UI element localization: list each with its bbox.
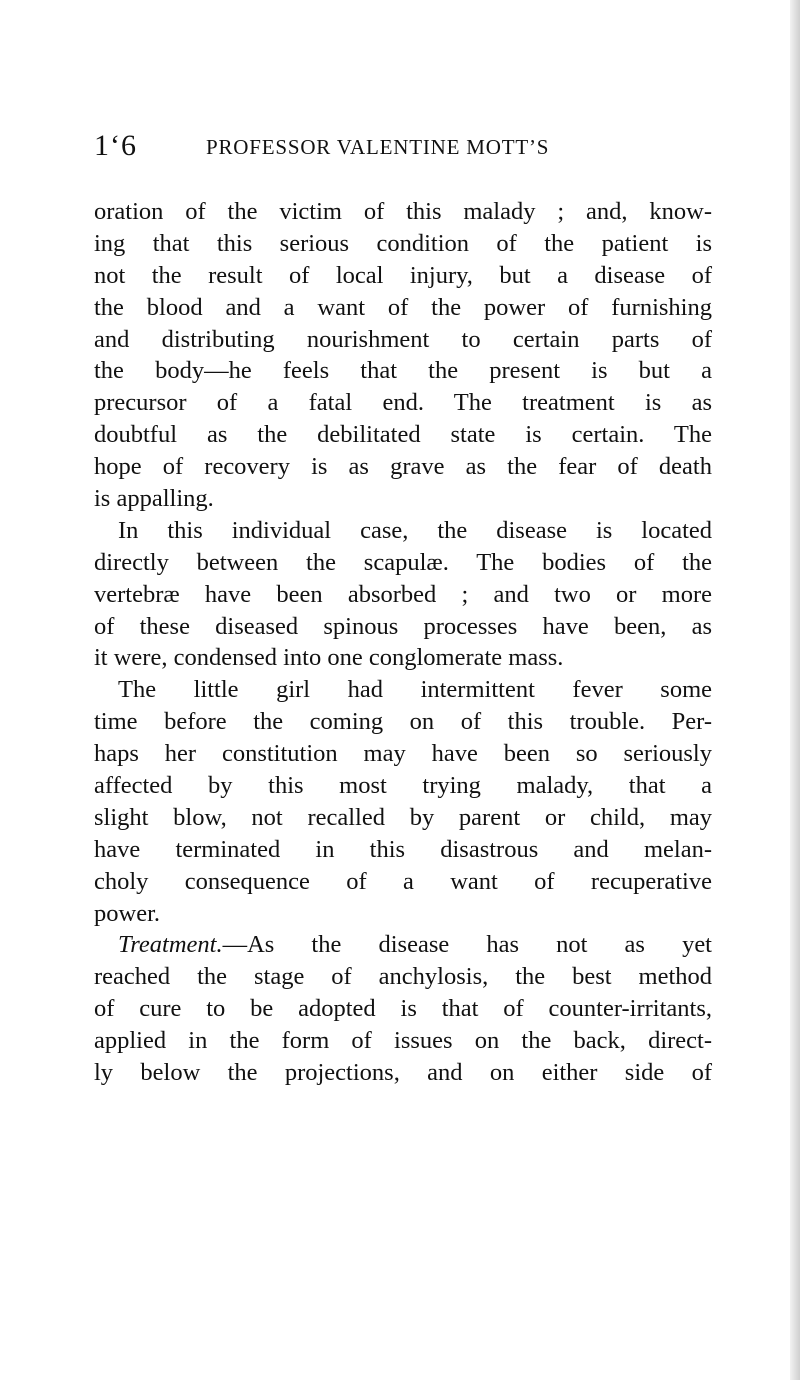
treatment-first-line-text: —As the disease has not as yet	[222, 931, 712, 959]
text-line: of cure to be adopted is that of counter-irritants,	[94, 995, 712, 1023]
text-line: directly between the scapulæ. The bodies of the	[94, 548, 712, 576]
text-line: haps her constitution may have been so seriously	[94, 740, 712, 768]
text-line: have terminated in this disastrous and melan-	[94, 835, 712, 863]
text-line: power.	[94, 899, 160, 927]
body-text	[94, 196, 712, 1089]
page-edge-shadow	[790, 0, 800, 1380]
text-line: slight blow, not recalled by parent or child, may	[94, 803, 712, 831]
page-number: 1‘6	[94, 129, 137, 162]
treatment-first-line	[94, 929, 712, 961]
text-line: choly consequence of a want of recuperative	[94, 867, 712, 895]
text-line: precursor of a fatal end. The treatment is as	[94, 389, 712, 417]
text-line: ly below the projections, and on either side of	[94, 1059, 712, 1087]
text-line: of these diseased spinous processes have been, as	[94, 612, 712, 640]
treatment-heading: Treatment.	[118, 931, 223, 959]
text-line: it were, condensed into one conglomerate mass.	[94, 644, 564, 672]
text-line: the body—he feels that the present is but a	[94, 357, 712, 385]
text-line: the blood and a want of the power of furnishing	[94, 293, 712, 321]
text-line: doubtful as the debilitated state is certain. The	[94, 421, 712, 449]
running-head: PROFESSOR VALENTINE MOTT’S	[206, 135, 550, 159]
text-line: and distributing nourishment to certain parts of	[94, 325, 712, 353]
text-line: affected by this most trying malady, that a	[94, 772, 712, 800]
paragraph-first-line: In this individual case, the disease is located	[118, 516, 712, 544]
text-line: oration of the victim of this malady ; and, know-	[94, 198, 712, 225]
text-line: not the result of local injury, but a disease of	[94, 261, 712, 289]
page-header	[94, 126, 734, 166]
text-line: hope of recovery is as grave as the fear of death	[94, 453, 712, 481]
text-line: vertebræ have been absorbed ; and two or more	[94, 580, 712, 608]
text-line: ing that this serious condition of the patient is	[94, 229, 712, 257]
text-line: applied in the form of issues on the back, direct-	[94, 1027, 712, 1055]
text-line: is appalling.	[94, 485, 214, 513]
text-line: time before the coming on of this trouble. Per-	[94, 708, 712, 736]
text-line: reached the stage of anchylosis, the best method	[94, 963, 712, 991]
paragraph-first-line: The little girl had intermittent fever some	[118, 676, 712, 704]
